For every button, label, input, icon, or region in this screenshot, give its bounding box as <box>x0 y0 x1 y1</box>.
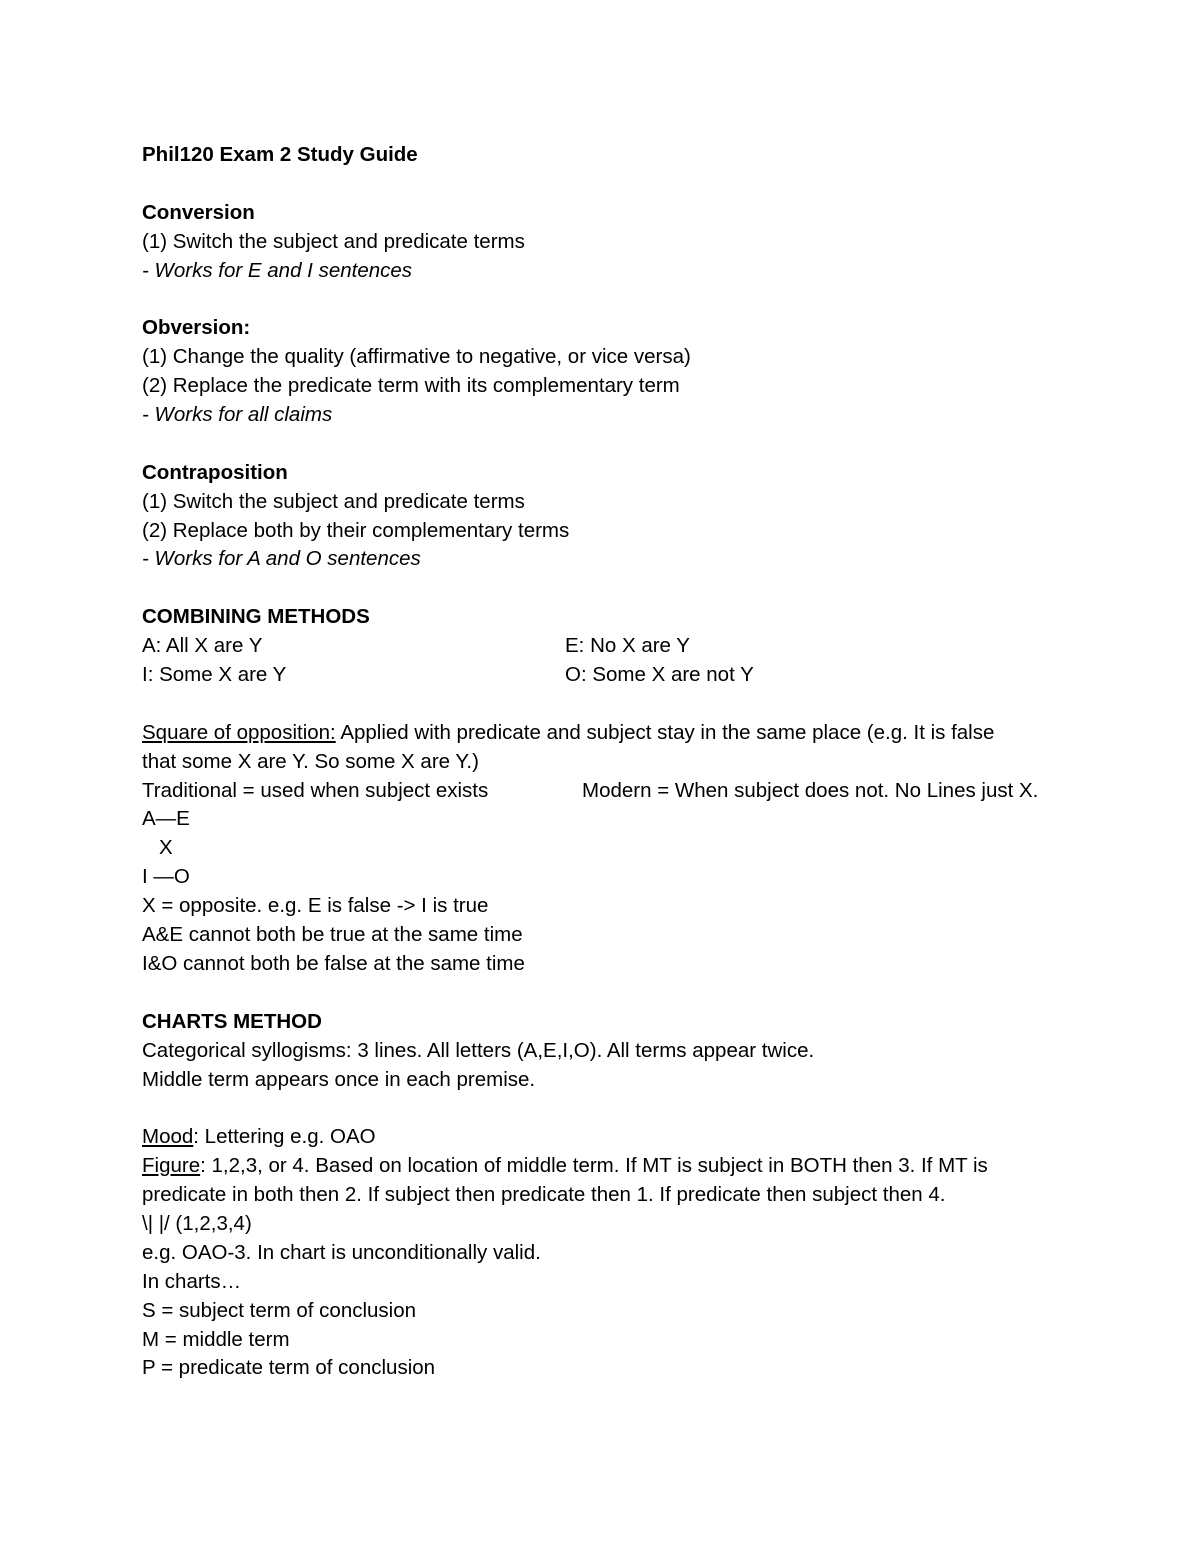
contraposition-step-1: (1) Switch the subject and predicate terms <box>142 489 525 513</box>
m-definition: M = middle term <box>142 1327 290 1351</box>
square-of-opposition-label: Square of opposition: <box>142 720 336 744</box>
combining-methods-heading: COMBINING METHODS <box>142 605 370 629</box>
square-of-opposition-line-2: that some X are Y. So some X are Y.) <box>142 749 479 773</box>
figure-label: Figure <box>142 1154 201 1178</box>
combining-row-1 <box>142 632 1082 661</box>
obversion-note: - Works for all claims <box>142 403 333 427</box>
conversion-step-1: (1) Switch the subject and predicate terms <box>142 229 525 253</box>
mood-line <box>142 1123 1082 1152</box>
spacer <box>142 285 1082 314</box>
in-charts-label: In charts… <box>142 1269 242 1293</box>
spacer <box>142 1094 1082 1123</box>
p-definition: P = predicate term of conclusion <box>142 1356 436 1380</box>
document-page <box>142 141 1082 1383</box>
charts-method-heading: CHARTS METHOD <box>142 1009 322 1033</box>
spacer <box>142 170 1082 199</box>
figure-symbols: \| |/ (1,2,3,4) <box>142 1211 252 1235</box>
modern-definition: Modern = When subject does not. No Lines just X. <box>582 778 1039 802</box>
square-rule-3: I&O cannot both be false at the same time <box>142 951 525 975</box>
figure-line-1 <box>142 1152 1082 1181</box>
spacer <box>142 979 1082 1008</box>
contraposition-note: - Works for A and O sentences <box>142 547 421 571</box>
figure-example: e.g. OAO-3. In chart is unconditionally valid. <box>142 1240 541 1264</box>
square-diagram-middle: X <box>159 836 173 860</box>
spacer <box>142 430 1082 459</box>
conversion-note: - Works for E and I sentences <box>142 258 413 282</box>
square-rule-1: X = opposite. e.g. E is false -> I is true <box>142 894 489 918</box>
sentence-o: O: Some X are not Y <box>565 663 754 687</box>
conversion-heading: Conversion <box>142 200 255 224</box>
obversion-step-2: (2) Replace the predicate term with its complementary term <box>142 374 680 398</box>
obversion-heading: Obversion: <box>142 316 251 340</box>
traditional-modern-row <box>142 777 1082 806</box>
mood-text: : Lettering e.g. OAO <box>193 1125 376 1149</box>
contraposition-step-2: (2) Replace both by their complementary terms <box>142 518 570 542</box>
sentence-e: E: No X are Y <box>565 634 690 658</box>
square-of-opposition-text: Applied with predicate and subject stay in the same place (e.g. It is false <box>335 720 995 744</box>
square-diagram-top: A—E <box>142 807 190 831</box>
square-of-opposition-line-1 <box>142 719 1082 748</box>
figure-line-2: predicate in both then 2. If subject then predicate then 1. If predicate then subject then 4. <box>142 1183 946 1207</box>
mood-label: Mood <box>142 1125 194 1149</box>
contraposition-heading: Contraposition <box>142 460 288 484</box>
square-diagram-bottom: I —O <box>142 865 190 889</box>
figure-text: : 1,2,3, or 4. Based on location of middle term. If MT is subject in BOTH then 3. If MT is <box>200 1154 988 1178</box>
spacer <box>142 574 1082 603</box>
sentence-i: I: Some X are Y <box>142 663 287 687</box>
charts-method-line-1: Categorical syllogisms: 3 lines. All letters (A,E,I,O). All terms appear twice. <box>142 1038 815 1062</box>
traditional-definition: Traditional = used when subject exists <box>142 778 489 802</box>
sentence-a: A: All X are Y <box>142 634 263 658</box>
s-definition: S = subject term of conclusion <box>142 1298 417 1322</box>
combining-row-2 <box>142 661 1082 690</box>
charts-method-line-2: Middle term appears once in each premise. <box>142 1067 536 1091</box>
spacer <box>142 690 1082 719</box>
square-rule-2: A&E cannot both be true at the same time <box>142 923 523 947</box>
obversion-step-1: (1) Change the quality (affirmative to negative, or vice versa) <box>142 345 691 369</box>
document-title: Phil120 Exam 2 Study Guide <box>142 143 418 166</box>
